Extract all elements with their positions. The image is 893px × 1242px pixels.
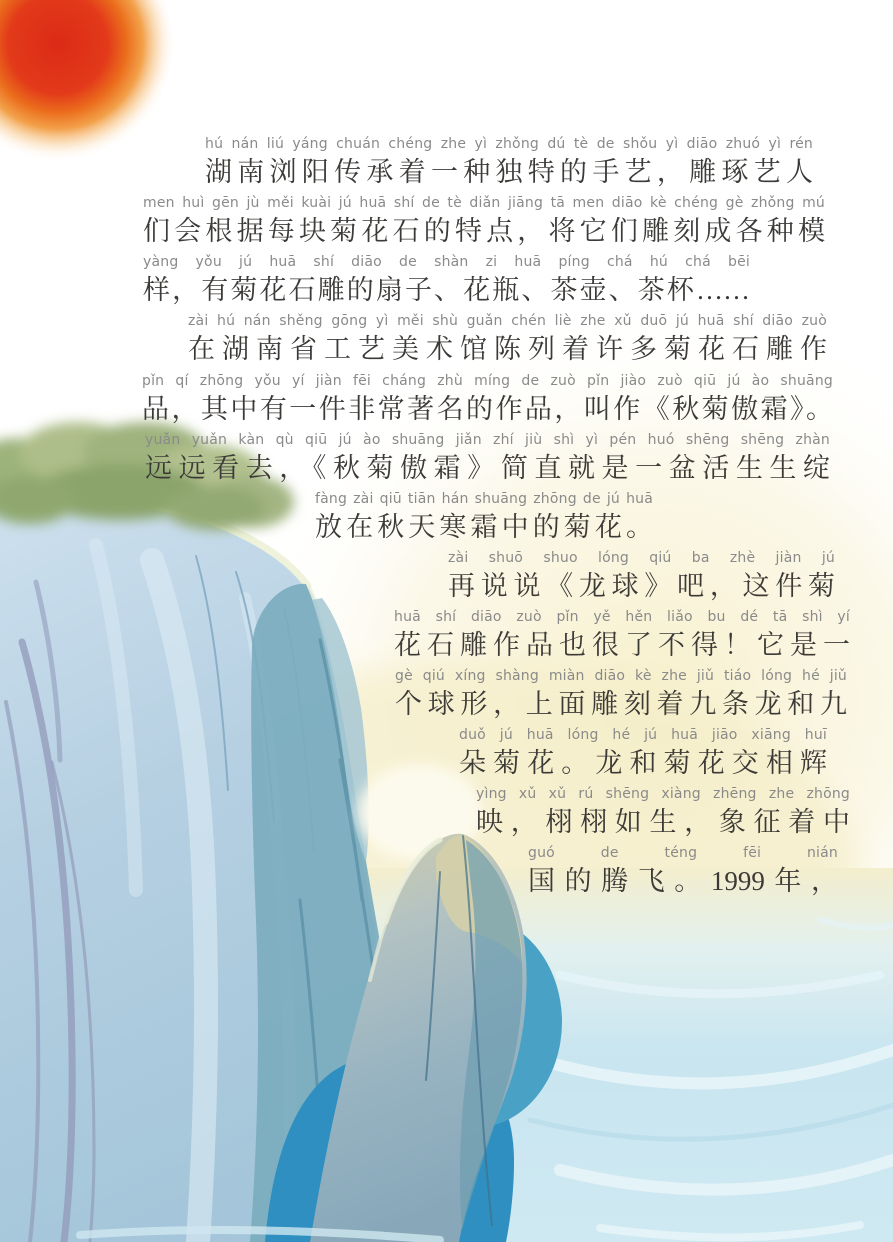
text-line xyxy=(315,491,653,546)
text-line xyxy=(205,136,813,191)
text-line xyxy=(145,432,830,487)
pinyin-row: fàng zài qiū tiān hán shuāng zhōng de jú huā xyxy=(315,491,653,507)
hanzi-row: 品，其中有一件非常著名的作品，叫作《秋菊傲霜》。 xyxy=(142,394,833,424)
hanzi-row: 放在秋天寒霜中的菊花。 xyxy=(315,512,653,542)
text-line xyxy=(394,609,850,664)
pinyin-row: zài hú nán shěng gōng yì měi shù guǎn chén liè zhe xǔ duō jú huā shí diāo zuò xyxy=(188,313,827,329)
hanzi-row: 花石雕作品也很了不得！它是一 xyxy=(394,630,850,660)
hanzi-row: 个球形，上面雕刻着九条龙和九 xyxy=(395,689,847,719)
pinyin-row: duǒ jú huā lóng hé jú huā jiāo xiāng huī xyxy=(459,727,827,743)
text-line xyxy=(188,313,827,368)
hanzi-row: 远远看去，《秋菊傲霜》简直就是一盆活生生绽 xyxy=(145,453,830,483)
text-line xyxy=(395,668,847,723)
hanzi-row: 朵菊花。龙和菊花交相辉 xyxy=(459,748,827,778)
text-line xyxy=(448,550,835,605)
pinyin-row: yàng yǒu jú huā shí diāo de shàn zi huā píng chá hú chá bēi xyxy=(143,254,750,270)
hanzi-row: 在湖南省工艺美术馆陈列着许多菊花石雕作 xyxy=(188,334,827,364)
hanzi-row: 映，栩栩如生，象征着中 xyxy=(476,807,850,837)
pinyin-row: guó de téng fēi nián xyxy=(528,845,838,861)
pinyin-row: gè qiú xíng shàng miàn diāo kè zhe jiǔ tiáo lóng hé jiǔ xyxy=(395,668,847,684)
text-line xyxy=(142,373,833,428)
pinyin-row: men huì gēn jù měi kuài jú huā shí de tè diǎn jiāng tā men diāo kè chéng gè zhǒng mú xyxy=(143,195,825,211)
text-line xyxy=(459,727,827,782)
pinyin-row: zài shuō shuo lóng qiú ba zhè jiàn jú xyxy=(448,550,835,566)
hanzi-row: 们会根据每块菊花石的特点，将它们雕刻成各种模 xyxy=(143,216,825,246)
hanzi-row: 再说说《龙球》吧，这件菊 xyxy=(448,571,835,601)
hanzi-row: 样，有菊花石雕的扇子、花瓶、茶壶、茶杯…… xyxy=(143,275,750,305)
text-line xyxy=(143,254,750,309)
pinyin-row: pǐn qí zhōng yǒu yí jiàn fēi cháng zhù míng de zuò pǐn jiào zuò qiū jú ào shuāng xyxy=(142,373,833,389)
text-line xyxy=(476,786,850,841)
pinyin-row: hú nán liú yáng chuán chéng zhe yì zhǒng dú tè de shǒu yì diāo zhuó yì rén xyxy=(205,136,813,152)
hanzi-row: 国的腾飞。1999年， xyxy=(528,866,838,896)
text-line xyxy=(528,845,838,900)
pinyin-row: yuǎn yuǎn kàn qù qiū jú ào shuāng jiǎn zhí jiù shì yì pén huó shēng shēng zhàn xyxy=(145,432,830,448)
text-line xyxy=(143,195,825,250)
pinyin-row: huā shí diāo zuò pǐn yě hěn liǎo bu dé tā shì yí xyxy=(394,609,850,625)
pinyin-row: yìng xǔ xǔ rú shēng xiàng zhēng zhe zhōng xyxy=(476,786,850,802)
hanzi-row: 湖南浏阳传承着一种独特的手艺，雕琢艺人 xyxy=(205,157,813,187)
